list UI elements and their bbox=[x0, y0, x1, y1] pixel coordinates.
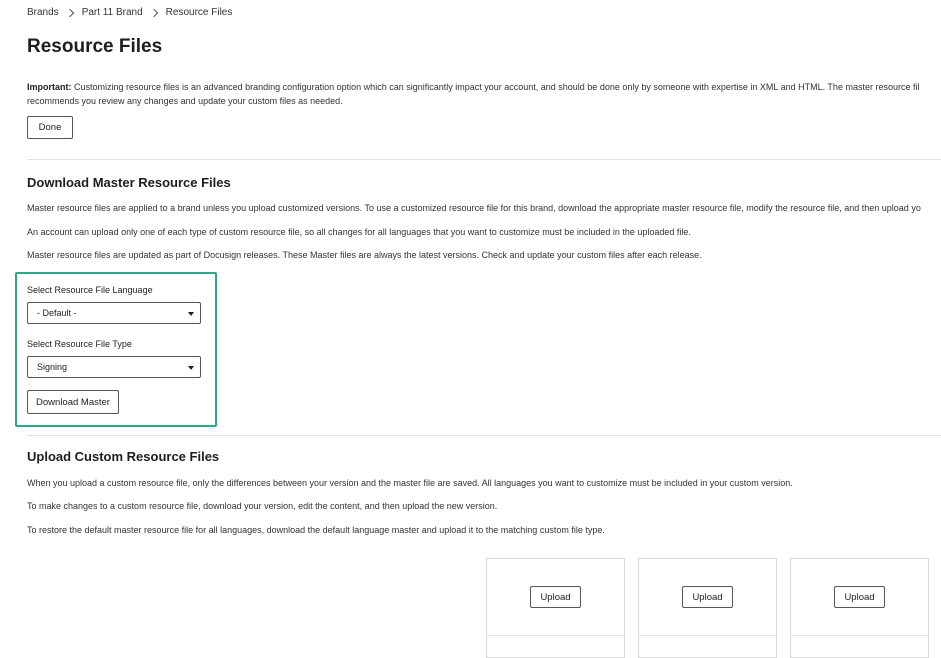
breadcrumb bbox=[27, 7, 232, 18]
upload-button[interactable]: Upload bbox=[682, 586, 733, 608]
download-master-button[interactable]: Download Master bbox=[27, 390, 119, 414]
download-paragraph-2: An account can upload only one of each type of custom resource file, so all changes for all languages that you want to customize must be included in the uploaded file. bbox=[27, 227, 691, 237]
card-divider bbox=[791, 635, 928, 636]
notice-label: Important: bbox=[27, 82, 72, 92]
chevron-right-icon bbox=[65, 8, 73, 16]
file-type-select[interactable] bbox=[27, 356, 201, 378]
notice-text-1: Customizing resource files is an advanced branding configuration option which can significantly impact your account, and should be done only by someone with expertise in XML and HTML. The master resource fil bbox=[74, 82, 920, 92]
download-paragraph-3: Master resource files are updated as part of Docusign releases. These Master files are always the latest versions. Check and update your custom files after each release. bbox=[27, 250, 702, 260]
language-label: Select Resource File Language bbox=[27, 285, 153, 295]
caret-down-icon bbox=[188, 312, 194, 316]
language-select-value: - Default - bbox=[37, 308, 77, 318]
upload-button[interactable]: Upload bbox=[530, 586, 581, 608]
section-divider bbox=[27, 435, 941, 436]
upload-paragraph-3: To restore the default master resource file for all languages, download the default language master and upload it to the matching custom file type. bbox=[27, 525, 605, 535]
upload-card bbox=[486, 558, 625, 658]
file-type-label: Select Resource File Type bbox=[27, 339, 132, 349]
notice-line-2: recommends you review any changes and update your custom files as needed. bbox=[27, 96, 343, 106]
caret-down-icon bbox=[188, 366, 194, 370]
upload-card bbox=[638, 558, 777, 658]
page-title: Resource Files bbox=[27, 36, 163, 57]
download-section-title: Download Master Resource Files bbox=[27, 175, 231, 190]
card-divider bbox=[639, 635, 776, 636]
important-notice bbox=[27, 80, 941, 108]
done-button[interactable]: Done bbox=[27, 116, 73, 139]
section-divider bbox=[27, 159, 941, 160]
chevron-right-icon bbox=[149, 8, 157, 16]
card-divider bbox=[487, 635, 624, 636]
download-paragraph-1: Master resource files are applied to a brand unless you upload customized versions. To use a customized resource file for this brand, download the appropriate master resource file, modify the resource file, and then upload yo bbox=[27, 203, 921, 213]
file-type-select-value: Signing bbox=[37, 362, 68, 372]
notice-line-1 bbox=[27, 80, 941, 94]
language-select[interactable] bbox=[27, 302, 201, 324]
upload-paragraph-1: When you upload a custom resource file, only the differences between your version and the master file are saved. All languages you want to customize must be included in your custom version. bbox=[27, 478, 793, 488]
upload-card bbox=[790, 558, 929, 658]
upload-section-title: Upload Custom Resource Files bbox=[27, 449, 220, 464]
breadcrumb-part11-brand[interactable]: Part 11 Brand bbox=[81, 7, 143, 18]
upload-button[interactable]: Upload bbox=[834, 586, 885, 608]
breadcrumb-brands[interactable]: Brands bbox=[27, 7, 59, 18]
upload-paragraph-2: To make changes to a custom resource file, download your version, edit the content, and then upload the new version. bbox=[27, 501, 498, 511]
breadcrumb-current: Resource Files bbox=[165, 7, 233, 18]
